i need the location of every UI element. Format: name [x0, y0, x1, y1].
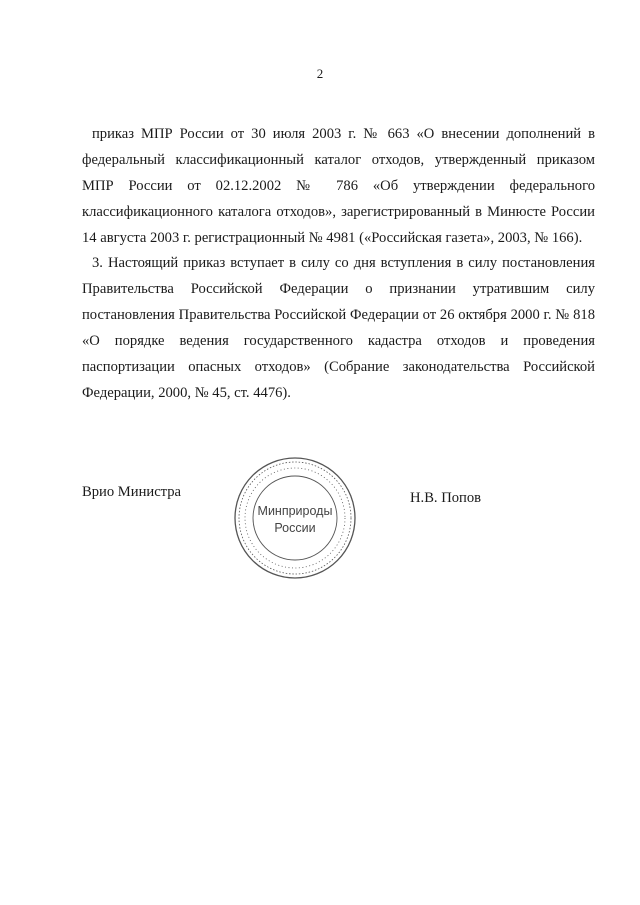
paragraph-3-effective-date: 3. Настоящий приказ вступает в силу со дня вступления в силу постановления Правительства Российской Федерации о признании утратившим силу постановления Правительства Российской Федерации от 26 октября 2000 г. № 818 «О порядке ведения государственного кадастра отходов и проведения паспортизации опасных отходов» (Собрание законодательства Российской Федерации, 2000, № 45, ст. 4476).	[82, 255, 595, 401]
official-seal	[232, 455, 358, 581]
seal-stamp-graphic	[232, 455, 358, 581]
page-number: 2	[316, 66, 324, 81]
seal-text-line-1: Минприроды	[257, 504, 333, 518]
signature-title: Врио Министра	[82, 484, 181, 500]
signatory-name: Н.В. Попов	[410, 490, 482, 506]
seal-text-line-2: России	[274, 521, 316, 535]
paragraph-order-reference: приказ МПР России от 30 июля 2003 г. № 663 «О внесении дополнений в федеральный классификационный каталог отходов, утвержденный приказом МПР России от 02.12.2002 № 786 «Об утверждении федерального классификационного каталога отходов», зарегистрированный в Минюсте России 14 августа 2003 г. регистрационный № 4981 («Российская газета», 2003, № 166).	[82, 126, 595, 246]
